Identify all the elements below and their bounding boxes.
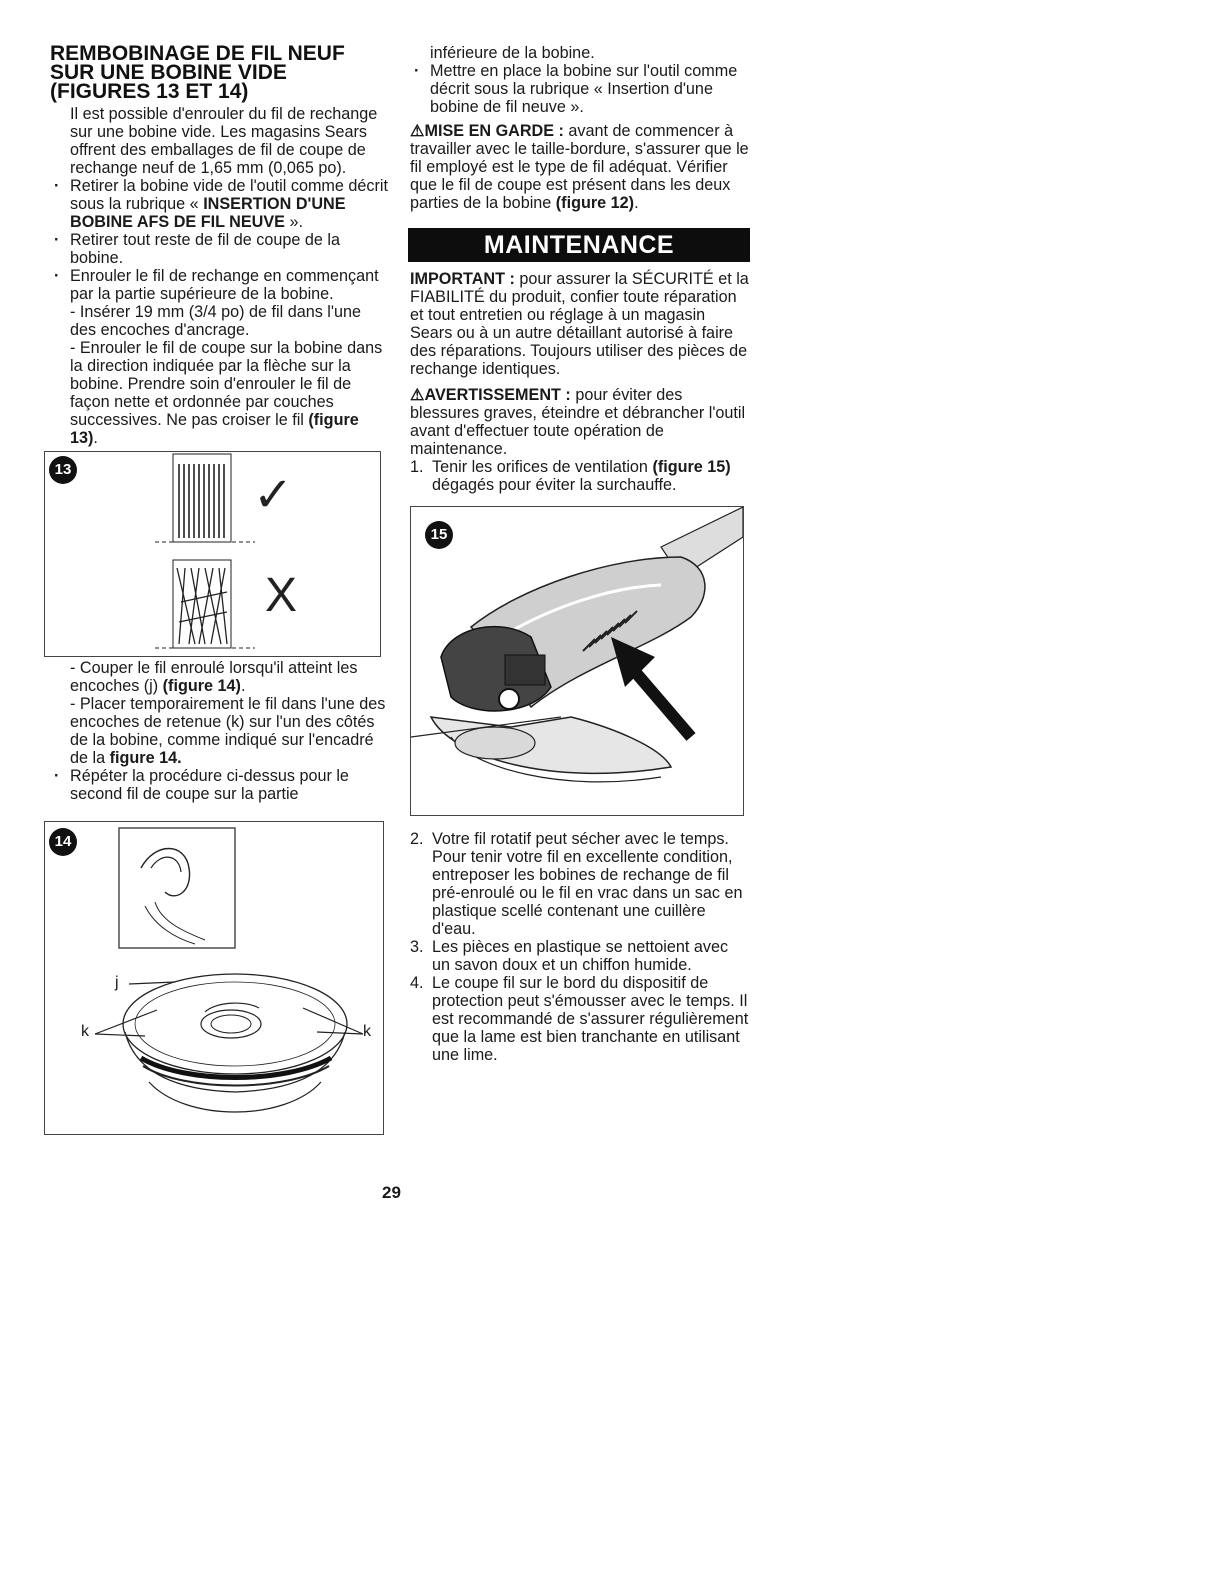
warning-note: ⚠AVERTISSEMENT : pour éviter des blessures graves, éteindre et débrancher l'outil avant d'effectuer toute opération de maintenance. [410,386,746,458]
bullet-remove-spool: · Retirer la bobine vide de l'outil comme décrit sous la rubrique « INSERTION D'UNE BOBINE AFS DE FIL NEUVE ». [50,177,390,231]
label-k-right: k [363,1023,371,1040]
cross-mark-icon: X [265,569,298,622]
spool-notches-illustration [45,822,383,1134]
check-mark-icon: ✓ [253,469,294,522]
left-column [50,44,390,1135]
step-insert-line: - Insérer 19 mm (3/4 po) de fil dans l'une des encoches d'ancrage. [70,303,362,339]
trimmer-vents-illustration [411,507,743,815]
bullet-wind-line: · Enrouler le fil de rechange en commençant par la partie supérieure de la bobine. [50,267,390,303]
bullet-repeat: · Répéter la procédure ci-dessus pour le second fil de coupe sur la partie [50,767,390,803]
caution-note: ⚠MISE EN GARDE : avant de commencer à travailler avec le taille-bordure, s'assurer que le fil employé est le type de fil adéquat. Vérifier que le fil de coupe est présent dans les deux parties de la bobine (figure 12). [410,122,749,212]
spool-incorrect-illustration [155,560,255,648]
caution-label: ⚠MISE EN GARDE : [410,122,564,140]
warning-label: ⚠AVERTISSEMENT : [410,386,571,404]
continued-text: inférieure de la bobine. [430,44,595,62]
page-number: 29 [382,1183,401,1202]
step-cut-line: - Couper le fil enroulé lorsqu'il atteint les encoches (j) (figure 14). [70,659,358,695]
figure-14-badge: 14 [49,828,77,856]
maintenance-banner: MAINTENANCE [408,228,750,262]
step-place-line: - Placer temporairement le fil dans l'une des encoches de retenue (k) sur l'un des côtés de la bobine, comme indiqué sur l'encadré de la figure 14. [70,695,386,767]
maintenance-step-3: 3. Les pièces en plastique se nettoient avec un savon doux et un chiffon humide. [410,938,729,974]
intro-paragraph: Il est possible d'enrouler du fil de rechange sur une bobine vide. Les magasins Sears offrent des emballages de fil de coupe de rechange neuf de 1,65 mm (0,065 po). [70,105,378,177]
maintenance-step-1: 1. Tenir les orifices de ventilation (figure 15) dégagés pour éviter la surchauffe. [410,458,731,494]
section-heading: REMBOBINAGE DE FIL NEUF SUR UNE BOBINE VIDE (FIGURES 13 ET 14) [50,42,345,103]
maintenance-step-2: 2. Votre fil rotatif peut sécher avec le temps. Pour tenir votre fil en excellente condition, entreposer les bobines de rechange de fil pré-enroulé ou le fil en vrac dans un sac en plastique scellé contenant une cuillère d'eau. [410,830,743,938]
figure-15 [410,506,744,816]
step-wind-line: - Enrouler le fil de coupe sur la bobine dans la direction indiquée par la flèche sur la bobine. Prendre soin d'enrouler le fil de façon nette et ordonnée par couches successives. Ne pas croiser le fil (figure 13). [70,339,383,447]
right-column [410,44,750,1064]
label-k-left: k [81,1023,89,1040]
figure-15-badge: 15 [425,521,453,549]
bullet-install-spool: · Mettre en place la bobine sur l'outil comme décrit sous la rubrique « Insertion d'une bobine de fil neuve ». [410,62,750,116]
figure-14 [44,821,384,1135]
label-j: j [115,974,119,991]
figure-13-badge: 13 [49,456,77,484]
maintenance-step-4: 4. Le coupe fil sur le bord du dispositif de protection peut s'émousser avec le temps. Il est recommandé de s'assurer régulièrement que la lame est bien tranchante en utilisant une lime. [410,974,749,1064]
figure-13 [44,451,381,657]
spool-correct-illustration [155,454,255,542]
bullet-remove-rest: · Retirer tout reste de fil de coupe de la bobine. [50,231,390,267]
important-note: IMPORTANT : pour assurer la SÉCURITÉ et la FIABILITÉ du produit, confier toute réparation et tout entretien ou réglage à un magasin Sears ou à un autre détaillant autorisé à faire des réparations. Toujours utiliser des pièces de rechange identiques. [410,270,749,378]
spool-diagrams [45,452,380,656]
